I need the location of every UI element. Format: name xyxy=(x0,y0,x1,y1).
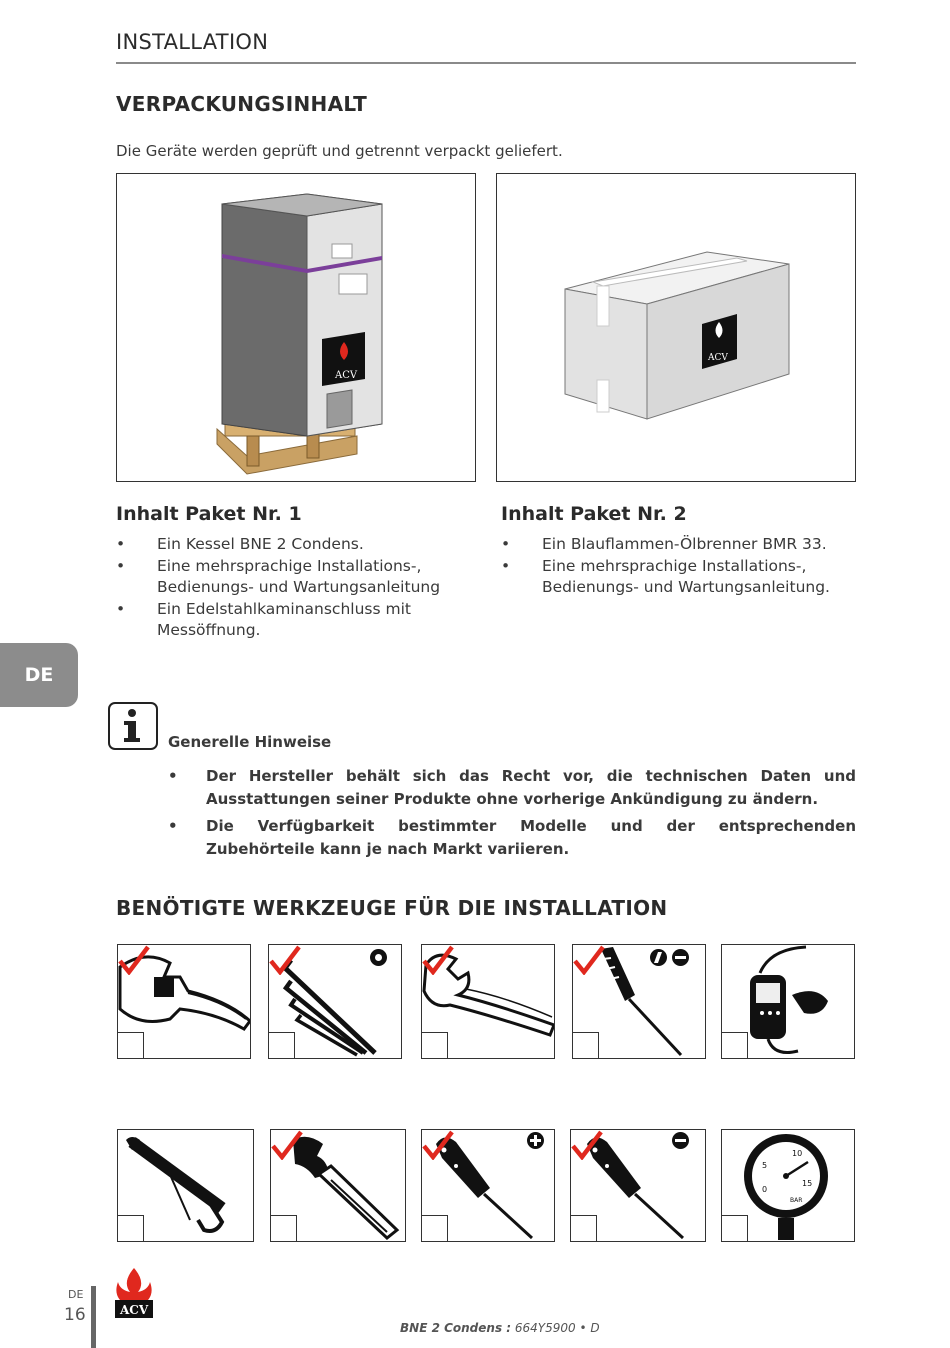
svg-text:0: 0 xyxy=(762,1185,768,1194)
list-item: • Ein Blauflammen-Ölbrenner BMR 33. xyxy=(501,534,846,556)
tool-phillips-screwdriver xyxy=(421,1129,555,1242)
package1-title: Inhalt Paket Nr. 1 xyxy=(116,503,302,525)
svg-text:10: 10 xyxy=(792,1149,803,1158)
document-reference: BNE 2 Condens : 664Y5900 • D xyxy=(400,1321,600,1335)
packing-title: VERPACKUNGSINHALT xyxy=(116,92,368,116)
package1-list xyxy=(116,534,466,642)
tool-flat-screwdriver xyxy=(570,1129,706,1242)
list-item: • Der Hersteller behält sich das Recht vor, die technischen Daten und Ausstattungen seiner Produkte ohne vorherige Ankündigung zu ändern. xyxy=(168,765,856,810)
checkbox xyxy=(118,1215,144,1241)
boiler-photo xyxy=(116,173,476,482)
hex-socket-badge-icon xyxy=(370,949,387,966)
tools-title: BENÖTIGTE WERKZEUGE FÜR DIE INSTALLATION xyxy=(116,896,668,920)
list-item: • Eine mehrsprachige Installations-, Bedienungs- und Wartungsanleitung xyxy=(116,556,466,599)
svg-text:ACV: ACV xyxy=(335,370,358,381)
checkbox xyxy=(118,1032,144,1058)
list-item: • Eine mehrsprachige Installations-, Bedienungs- und Wartungsanleitung. xyxy=(501,556,846,599)
checkbox xyxy=(722,1032,748,1058)
cardboard-box-icon xyxy=(497,174,856,482)
checkbox xyxy=(422,1215,448,1241)
tool-allen-keys xyxy=(268,944,402,1059)
checkbox xyxy=(722,1215,748,1241)
svg-text:BAR: BAR xyxy=(790,1197,803,1204)
acv-logo xyxy=(113,1266,155,1324)
checkbox xyxy=(422,1032,448,1058)
svg-text:ACV: ACV xyxy=(120,1303,149,1317)
tool-pressure-gauge xyxy=(721,1129,855,1242)
package2-list xyxy=(501,534,846,599)
check-icon xyxy=(573,945,605,975)
tool-gas-analyzer xyxy=(721,944,855,1059)
checkbox xyxy=(269,1032,295,1058)
package2-title: Inhalt Paket Nr. 2 xyxy=(501,503,687,525)
burner-box-photo xyxy=(496,173,856,482)
svg-text:ACV: ACV xyxy=(708,353,728,363)
list-item: • Ein Kessel BNE 2 Condens. xyxy=(116,534,466,556)
check-icon xyxy=(271,1130,303,1160)
tool-pressure-pump xyxy=(117,1129,254,1242)
plus-badge-icon xyxy=(527,1132,544,1149)
minus-badge-icon xyxy=(672,1132,689,1149)
minus-badge-icon xyxy=(672,949,689,966)
section-title: INSTALLATION xyxy=(116,30,269,54)
check-icon xyxy=(422,945,454,975)
tool-combination-wrench xyxy=(421,944,555,1059)
checkbox xyxy=(571,1215,597,1241)
section-header xyxy=(116,30,856,64)
check-icon xyxy=(422,1130,454,1160)
tool-voltage-tester xyxy=(572,944,706,1059)
check-icon xyxy=(571,1130,603,1160)
tool-adjustable-wrench xyxy=(117,944,251,1059)
language-tab[interactable]: DE xyxy=(0,643,78,707)
checkbox xyxy=(573,1032,599,1058)
tool-pipe-wrench xyxy=(270,1129,406,1242)
check-icon xyxy=(269,945,301,975)
svg-text:5: 5 xyxy=(762,1161,768,1170)
footer-lang: DE xyxy=(68,1288,84,1301)
list-item: • Ein Edelstahlkaminanschluss mit Messöffnung. xyxy=(116,599,466,642)
checkbox xyxy=(271,1215,297,1241)
footer-divider xyxy=(91,1286,96,1348)
list-item: • Die Verfügbarkeit bestimmter Modelle und der entsprechenden Zubehörteile kann je nach Markt variieren. xyxy=(168,815,856,860)
info-icon xyxy=(108,702,158,750)
notes-list xyxy=(168,765,856,865)
svg-text:15: 15 xyxy=(802,1179,813,1188)
acv-logo-icon xyxy=(113,1266,155,1320)
boiler-on-pallet-icon xyxy=(117,174,476,482)
page-number: 16 xyxy=(64,1305,86,1325)
voltage-badge-icon xyxy=(650,949,667,966)
check-icon xyxy=(118,945,150,975)
notes-title: Generelle Hinweise xyxy=(168,733,332,751)
packing-intro: Die Geräte werden geprüft und getrennt verpackt geliefert. xyxy=(116,142,563,160)
